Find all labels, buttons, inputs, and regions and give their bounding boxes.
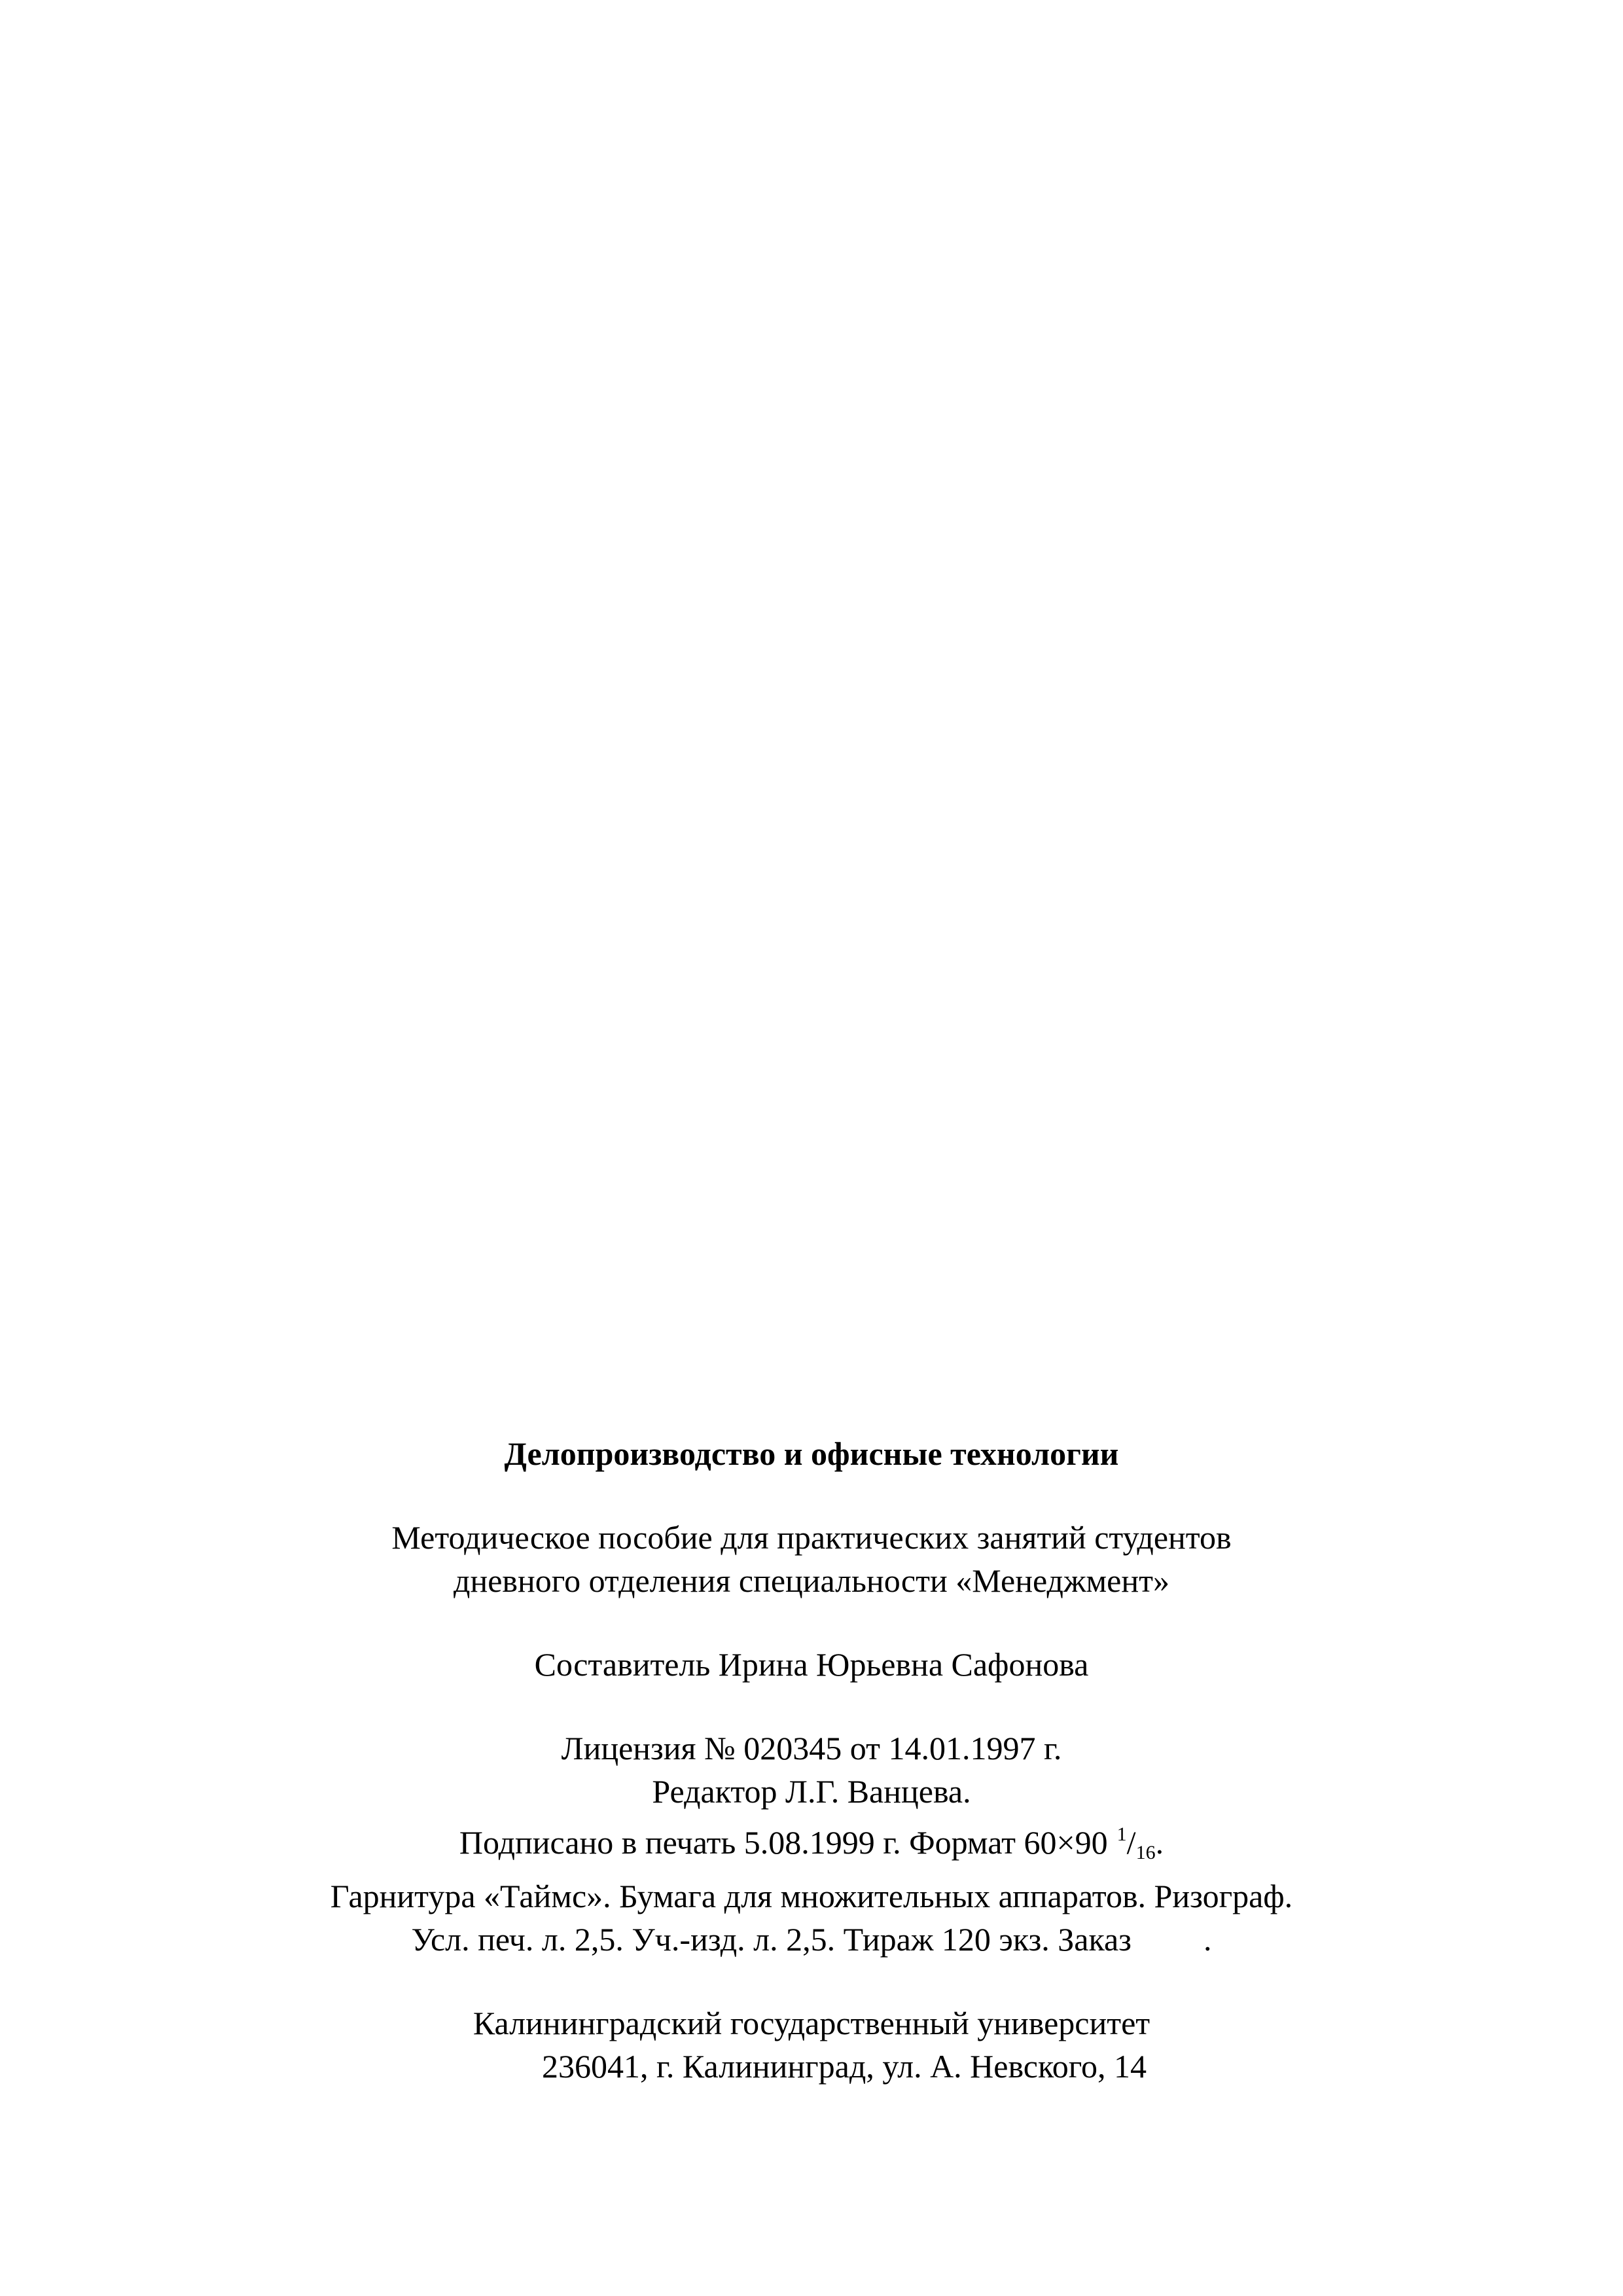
spacer [0,1961,1623,2001]
compiler: Составитель Ирина Юрьевна Сафонова [534,1646,1089,1683]
document-title: Делопроизводство и офисные технологии [504,1435,1119,1472]
imprint [0,1727,1623,1961]
signed-format-line [0,1813,1623,1874]
publisher [0,2001,1623,2088]
colophon [0,1432,1623,2088]
spacer [0,1686,1623,1727]
format-slash: / [1126,1824,1136,1861]
spacer [0,1475,1623,1516]
print-details-suffix: . [1203,1921,1212,1958]
print-details-line [0,1918,1623,1961]
format-numerator: 1 [1116,1823,1127,1845]
signed-text: Подписано в печать 5.08.1999 г. Формат 60×90 [459,1824,1108,1861]
subtitle-line-1: Методическое пособие для практических занятий студентов [391,1519,1232,1556]
publisher-name: Калининградский государственный университет [473,2005,1150,2041]
format-denominator: 16 [1135,1842,1156,1863]
typeface-line: Гарнитура «Таймс». Бумага для множительных аппаратов. Ризограф. [330,1878,1293,1914]
spacer [0,1602,1623,1643]
subtitle [0,1516,1623,1602]
print-details-text: Усл. печ. л. 2,5. Уч.-изд. л. 2,5. Тираж 120 экз. Заказ [411,1921,1132,1958]
editor-line: Редактор Л.Г. Ванцева. [652,1773,971,1810]
publisher-address: 236041, г. Калининград, ул. А. Невского, 14 [542,2048,1147,2085]
license-line: Лицензия № 020345 от 14.01.1997 г. [561,1730,1062,1767]
format-suffix: . [1155,1824,1164,1861]
subtitle-line-2: дневного отделения специальности «Менеджмент» [454,1562,1169,1599]
